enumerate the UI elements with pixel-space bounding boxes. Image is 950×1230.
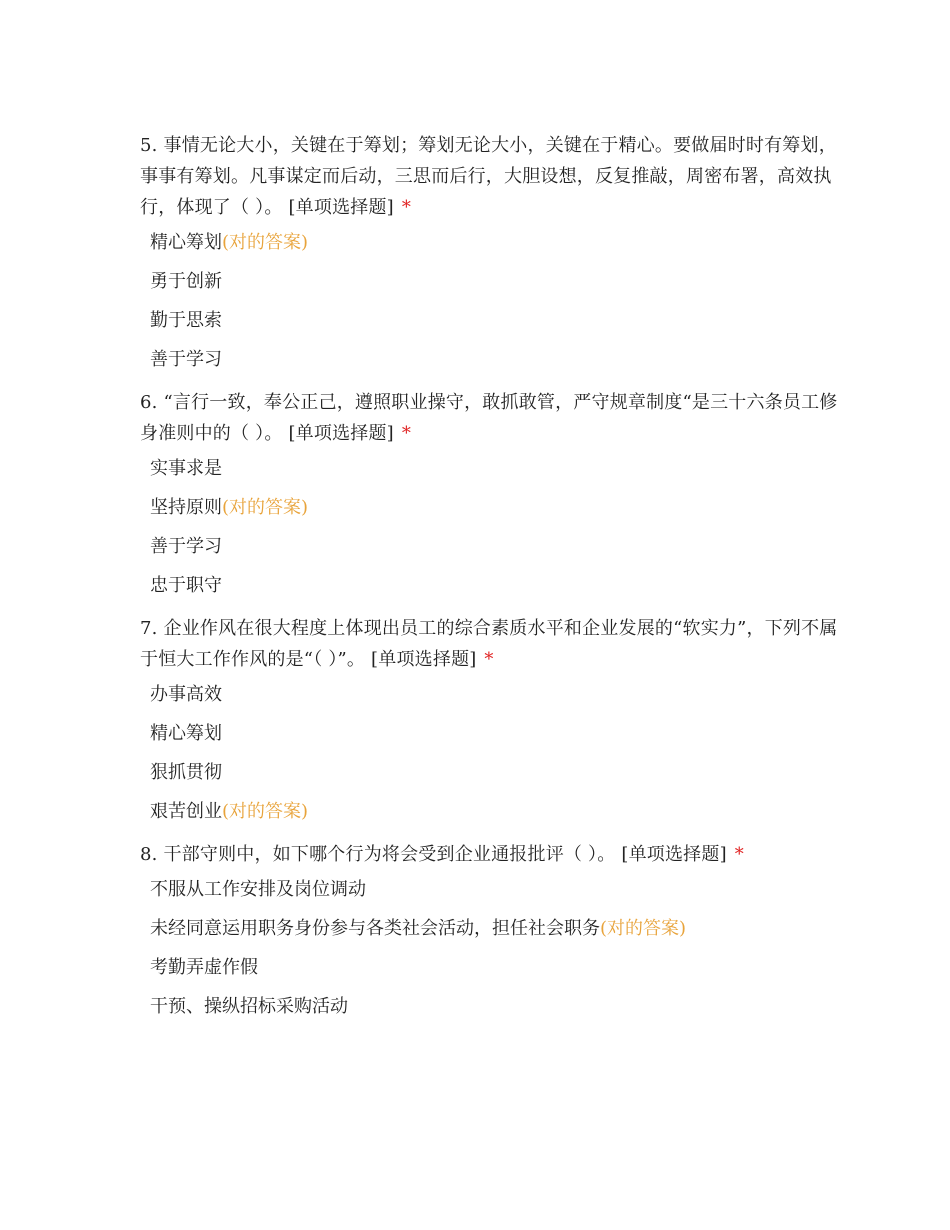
question-5	[140, 130, 840, 372]
question-8	[140, 839, 840, 1019]
option-c[interactable]	[140, 956, 840, 980]
option-d[interactable]	[140, 348, 840, 372]
question-number: 6.	[140, 392, 158, 413]
required-mark: *	[401, 197, 412, 218]
question-6	[140, 387, 840, 598]
question-text: 干部守则中，如下哪个行为将会受到企业通报批评（ ）。	[163, 844, 616, 865]
option-label: 干预、操纵招标采购活动	[150, 996, 348, 1017]
option-b[interactable]	[140, 270, 840, 294]
required-mark: *	[401, 423, 412, 444]
option-a[interactable]	[140, 231, 840, 255]
question-type-label: [单项选择题]	[621, 844, 727, 865]
option-label: 坚持原则	[150, 497, 222, 518]
option-c[interactable]	[140, 309, 840, 333]
question-title	[140, 839, 840, 870]
option-a[interactable]	[140, 878, 840, 902]
option-label: 勤于思索	[150, 310, 222, 331]
option-label: 善于学习	[150, 349, 222, 370]
option-label: 未经同意运用职务身份参与各类社会活动，担任社会职务	[150, 918, 600, 939]
option-label: 艰苦创业	[150, 801, 222, 822]
question-title	[140, 613, 840, 675]
option-c[interactable]	[140, 535, 840, 559]
option-label: 忠于职守	[150, 575, 222, 596]
option-label: 精心筹划	[150, 723, 222, 744]
option-b[interactable]	[140, 722, 840, 746]
option-label: 实事求是	[150, 458, 222, 479]
option-a[interactable]	[140, 457, 840, 481]
option-a[interactable]	[140, 683, 840, 707]
question-number: 7.	[140, 618, 158, 639]
option-label: 精心筹划	[150, 232, 222, 253]
correct-answer-note: (对的答案)	[600, 918, 687, 939]
option-b[interactable]	[140, 496, 840, 520]
question-text: “言行一致，奉公正己，遵照职业操守，敢抓敢管，严守规章制度“是三十六条员工修身准则中的（ ）。	[140, 392, 838, 444]
correct-answer-note: (对的答案)	[222, 232, 309, 253]
option-d[interactable]	[140, 995, 840, 1019]
question-number: 8.	[140, 844, 158, 865]
question-number: 5.	[140, 135, 158, 156]
correct-answer-note: (对的答案)	[222, 497, 309, 518]
option-label: 考勤弄虚作假	[150, 957, 258, 978]
question-title	[140, 130, 840, 223]
required-mark: *	[484, 649, 494, 670]
option-d[interactable]	[140, 574, 840, 598]
question-text: 企业作风在很大程度上体现出员工的综合素质水平和企业发展的“软实力”，下列不属于恒大工作作风的是“（ ）”。	[140, 618, 838, 670]
option-label: 办事高效	[150, 684, 222, 705]
option-label: 勇于创新	[150, 271, 222, 292]
question-title	[140, 387, 840, 449]
option-label: 狠抓贯彻	[150, 762, 222, 783]
question-type-label: [单项选择题]	[288, 423, 394, 444]
option-label: 善于学习	[150, 536, 222, 557]
correct-answer-note: (对的答案)	[222, 801, 309, 822]
option-b[interactable]	[140, 917, 840, 941]
option-c[interactable]	[140, 761, 840, 785]
question-type-label: [单项选择题]	[288, 197, 394, 218]
question-7	[140, 613, 840, 824]
question-text: 事情无论大小，关键在于筹划；筹划无论大小，关键在于精心。要做届时时有筹划，事事有筹划。凡事谋定而后动，三思而后行，大胆设想，反复推敲，周密布署，高效执行，体现了（ ）。	[140, 135, 837, 218]
required-mark: *	[734, 844, 744, 865]
option-label: 不服从工作安排及岗位调动	[150, 879, 366, 900]
option-d[interactable]	[140, 800, 840, 824]
question-type-label: [单项选择题]	[371, 649, 477, 670]
